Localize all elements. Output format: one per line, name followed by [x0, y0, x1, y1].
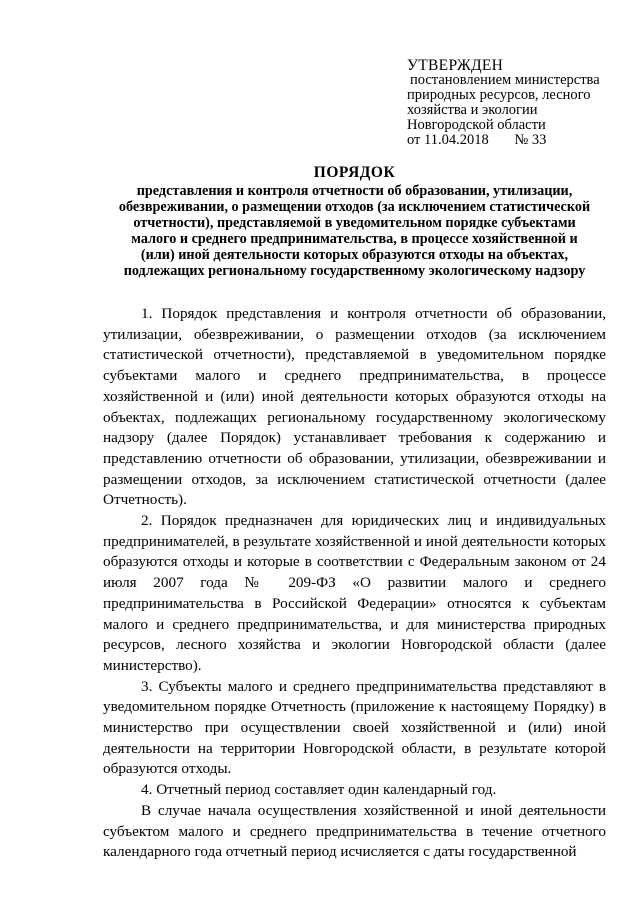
approval-date-row [407, 133, 606, 148]
approval-date: от 11.04.2018 [407, 132, 489, 148]
approval-line: природных ресурсов, лесного [407, 87, 591, 103]
document-subtitle [97, 183, 612, 279]
approval-line: хозяйства и экологии [407, 102, 538, 118]
approval-heading: УТВЕРЖДЕН [407, 57, 504, 74]
subtitle-line: (или) иной деятельности которых образуются отходы на объектах, [140, 247, 569, 263]
document-body [103, 304, 606, 863]
approval-number: № 33 [514, 132, 547, 148]
paragraph-2: 2. Порядок предназначен для юридических лиц и индивидуальных предпринимателей, в результате хозяйственной и иной деятельности которых образуются отходы и которые в соответствии с Федеральным законом от 24 июля 2007 года № 209-ФЗ «О развитии малого и среднего предпринимательства в Российской Федерации» относятся к субъектам малого и среднего предпринимательства, и для министерства природных ресурсов, лесного хозяйства и экологии Новгородской области (далее министерство). [103, 512, 606, 674]
document-title: ПОРЯДОК [313, 164, 396, 181]
subtitle-line: отчетности), представляемой в уведомительном порядке субъектами [133, 215, 576, 231]
approval-stamp [407, 58, 606, 148]
paragraph-1: 1. Порядок представления и контроля отчетности об образовании, утилизации, обезвреживании, о размещении отходов (за исключением статистической отчетности), представляемой в уведомительном порядке субъектами малого и среднего предпринимательства, в процессе хозяйственной и (или) иной деятельности которых образуются отходы на объектах, подлежащих региональному государственному экологическому надзору (далее Порядок) устанавливает требования к содержанию и представлению отчетности об образовании, утилизации, обезвреживании и размещении отходов, за исключением статистической отчетности (далее Отчетность). [103, 305, 606, 509]
subtitle-line: обезвреживании, о размещении отходов (за исключением статистической [118, 199, 591, 215]
paragraph-3: 3. Субъекты малого и среднего предпринимательства представляют в уведомительном порядке Отчетность (приложение к настоящему Порядку) в министерство при осуществлении своей хозяйственной и (или) иной деятельности на территории Новгородской области, в результате которой образуются отходы. [103, 677, 606, 778]
approval-line: Новгородской области [407, 117, 546, 133]
paragraph-4: 4. Отчетный период составляет один календарный год. [141, 781, 497, 799]
paragraph-5: В случае начала осуществления хозяйственной и иной деятельности субъектом малого и среднего предпринимательства в течение отчетного календарного года отчетный период исчисляется с даты государственной [103, 801, 606, 861]
subtitle-line: представления и контроля отчетности об образовании, утилизации, [136, 183, 573, 199]
approval-line: постановлением министерства [410, 72, 600, 88]
subtitle-line: малого и среднего предпринимательства, в процессе хозяйственной и [131, 231, 578, 247]
subtitle-line: подлежащих региональному государственному экологическому надзору [123, 263, 586, 279]
